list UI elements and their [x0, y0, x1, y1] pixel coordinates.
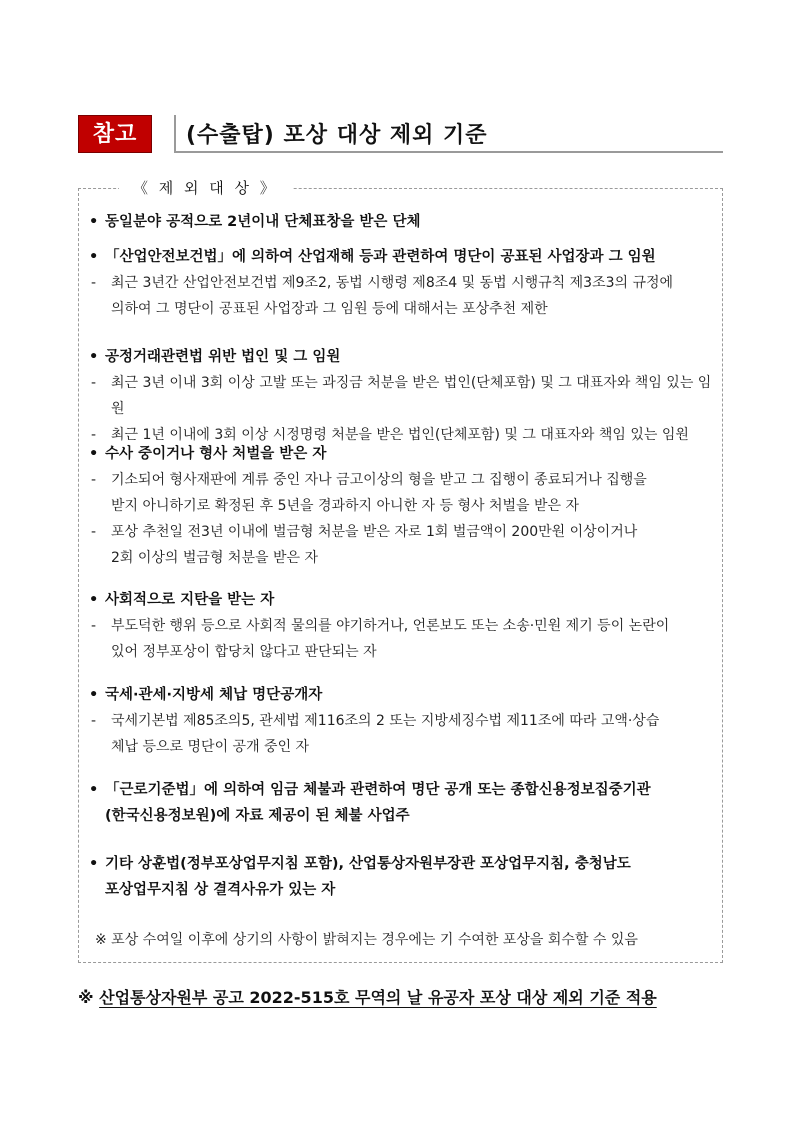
- criteria-detail: - 포상 추천일 전3년 이내에 벌금형 처분을 받은 자로 1회 벌금액이 200만원 이상이거나 2회 이상의 벌금형 처분을 받은 자: [91, 524, 638, 566]
- reference-mark: ※: [78, 988, 94, 1007]
- criteria-item: [89, 244, 714, 322]
- revocation-note: ※ 포상 수여일 이후에 상기의 사항이 밝혀지는 경우에는 기 수여한 포상을 회수할 수 있음: [95, 932, 638, 948]
- bullet-icon: •: [89, 856, 99, 872]
- criteria-heading: 동일분야 공적으로 2년이내 단체표창을 받은 단체: [105, 214, 421, 230]
- bullet-icon: •: [89, 782, 99, 798]
- criteria-heading: 「근로기준법」에 의하여 임금 체불과 관련하여 명단 공개 또는 종합신용정보집중기관: [105, 782, 651, 798]
- criteria-heading-continued: (한국신용정보원)에 자료 제공이 된 체불 사업주: [105, 808, 410, 824]
- criteria-item: [89, 344, 714, 448]
- criteria-item: [89, 777, 714, 829]
- criteria-heading-continued: 포상업무지침 상 결격사유가 있는 자: [105, 882, 336, 898]
- footer-note: [78, 985, 728, 1008]
- criteria-detail: - 기소되어 형사재판에 계류 중인 자나 금고이상의 형을 받고 그 집행이 종료되거나 집행을 받지 아니하기로 확정된 후 5년을 경과하지 아니한 자 등 형사 처벌을 받은 자: [91, 472, 647, 514]
- criteria-item: [89, 682, 714, 760]
- criteria-heading: 「산업안전보건법」에 의하여 산업재해 등과 관련하여 명단이 공표된 사업장과 그 임원: [105, 249, 656, 265]
- page-title: (수출탑) 포상 대상 제외 기준: [186, 123, 488, 148]
- criteria-heading: 국세·관세·지방세 체납 명단공개자: [105, 687, 323, 703]
- footer-text: 산업통상자원부 공고 2022-515호 무역의 날 유공자 포상 대상 제외 기준 적용: [99, 988, 657, 1007]
- bullet-icon: •: [89, 249, 99, 265]
- bullet-icon: •: [89, 446, 99, 462]
- criteria-heading: 공정거래관련법 위반 법인 및 그 임원: [105, 349, 341, 365]
- bullet-icon: •: [89, 349, 99, 365]
- criteria-detail: - 최근 3년간 산업안전보건법 제9조2, 동법 시행령 제8조4 및 동법 시행규칙 제3조3의 규정에 의하여 그 명단이 공표된 사업장과 그 임원 등에 대해서는 포상추천 제한: [91, 275, 674, 317]
- bullet-icon: •: [89, 214, 99, 230]
- reference-badge: 참고: [78, 115, 152, 153]
- criteria-item: [89, 209, 714, 235]
- section-header: [78, 115, 723, 155]
- title-bar: [174, 115, 723, 153]
- criteria-detail: - 최근 3년 이내 3회 이상 고발 또는 과징금 처분을 받은 법인(단체포함) 및 그 대표자와 책임 있는 임원: [91, 375, 712, 417]
- bullet-icon: •: [89, 592, 99, 608]
- criteria-item: [89, 587, 714, 665]
- criteria-detail: - 부도덕한 행위 등으로 사회적 물의를 야기하거나, 언론보도 또는 소송·민원 제기 등이 논란이 있어 정부포상이 합당치 않다고 판단되는 자: [91, 618, 670, 660]
- exclusion-criteria-box: [78, 179, 723, 963]
- criteria-item: [89, 851, 714, 903]
- criteria-detail: - 최근 1년 이내에 3회 이상 시정명령 처분을 받은 법인(단체포함) 및 그 대표자와 책임 있는 임원: [91, 427, 689, 443]
- criteria-detail: - 국세기본법 제85조의5, 관세법 제116조의 2 또는 지방세징수법 제11조에 따라 고액·상습 체납 등으로 명단이 공개 중인 자: [91, 713, 660, 755]
- criteria-item: [89, 441, 714, 571]
- box-legend: 《 제 외 대 상 》: [119, 177, 292, 198]
- criteria-heading: 사회적으로 지탄을 받는 자: [105, 592, 275, 608]
- criteria-heading: 수사 중이거나 형사 처벌을 받은 자: [105, 446, 327, 462]
- criteria-heading: 기타 상훈법(정부포상업무지침 포함), 산업통상자원부장관 포상업무지침, 충청남도: [105, 856, 631, 872]
- bullet-icon: •: [89, 687, 99, 703]
